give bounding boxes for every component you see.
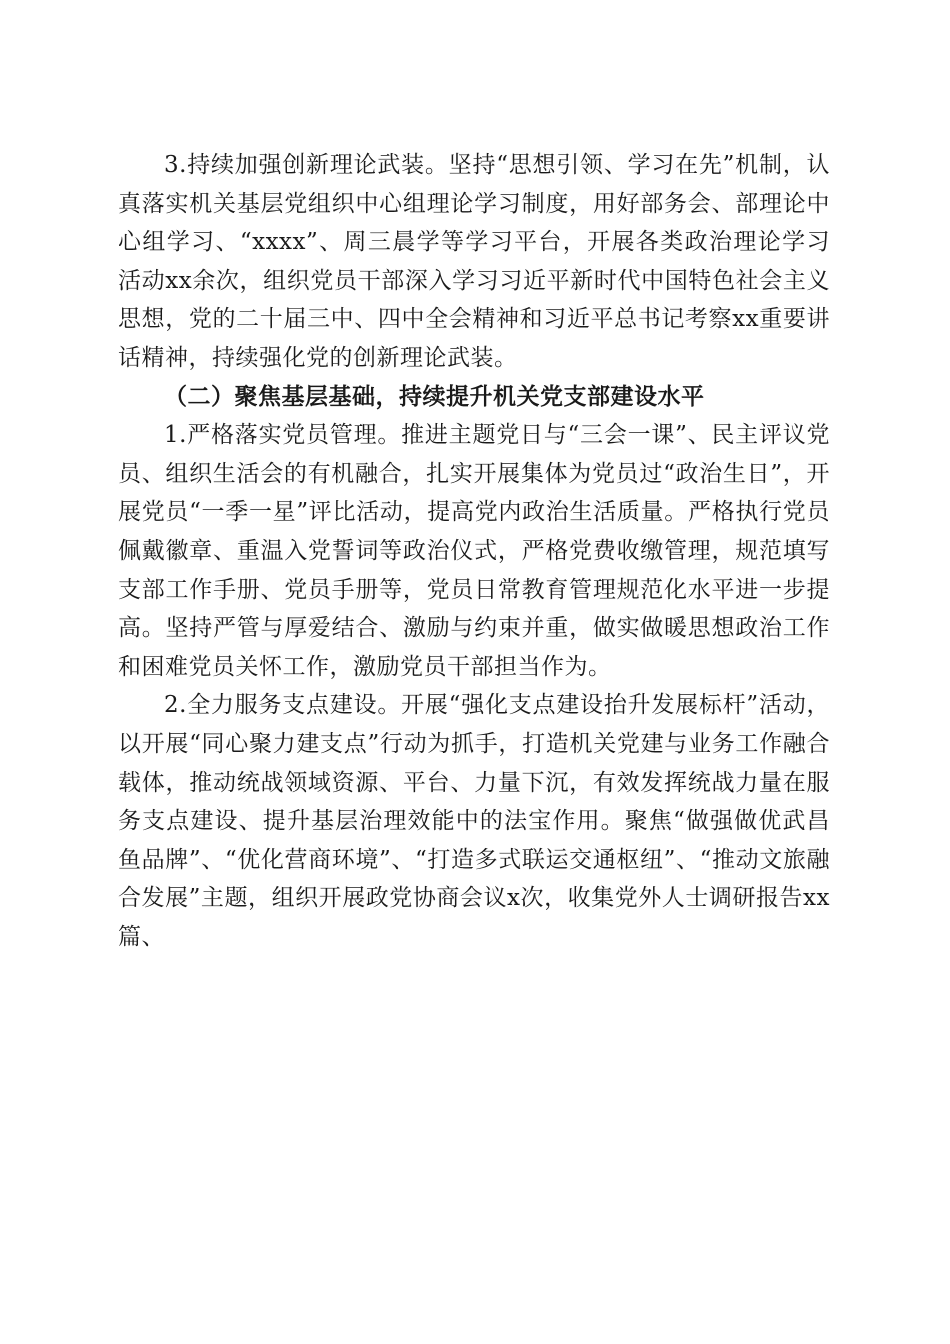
paragraph-member-management: 1.严格落实党员管理。推进主题党日与“三会一课”、民主评议党员、组织生活会的有机融合，扎实开展集体为党员过“政治生日”，开展党员“一季一星”评比活动，提高党内政治生活质量。严格执行党员佩戴徽章、重温入党誓词等政治仪式，严格党费收缴管理，规范填写支部工作手册、党员手册等，党员日常教育管理规范化水平进一步提高。坚持严管与厚爱结合、激励与约束并重，做实做暖思想政治工作和困难党员关怀工作，激励党员干部担当作为。	[118, 422, 830, 680]
paragraph-pivot-construction: 2.全力服务支点建设。开展“强化支点建设抬升发展标杆”活动，以开展“同心聚力建支点”行动为抓手，打造机关党建与业务工作融合载体，推动统战领域资源、平台、力量下沉，有效发挥统战力量在服务支点建设、提升基层治理效能中的法宝作用。聚焦“做强做优武昌鱼品牌”、“优化营商环境”、“打造多式联运交通枢纽”、“推动文旅融合发展”主题，组织开展政党协商会议x次，收集党外人士调研报告xx篇、	[118, 692, 830, 950]
paragraph-theory-study: 3.持续加强创新理论武装。坚持“思想引领、学习在先”机制，认真落实机关基层党组织中心组理论学习制度，用好部务会、部理论中心组学习、“xxxx”、周三晨学等学习平台，开展各类政治理论学习活动xx余次，组织党员干部深入学习习近平新时代中国特色社会主义思想，党的二十届三中、四中全会精神和习近平总书记考察xx重要讲话精神，持续强化党的创新理论武装。	[118, 152, 830, 371]
section-heading-grassroots: （二）聚焦基层基础，持续提升机关党支部建设水平	[164, 382, 705, 410]
document-page	[118, 146, 830, 956]
